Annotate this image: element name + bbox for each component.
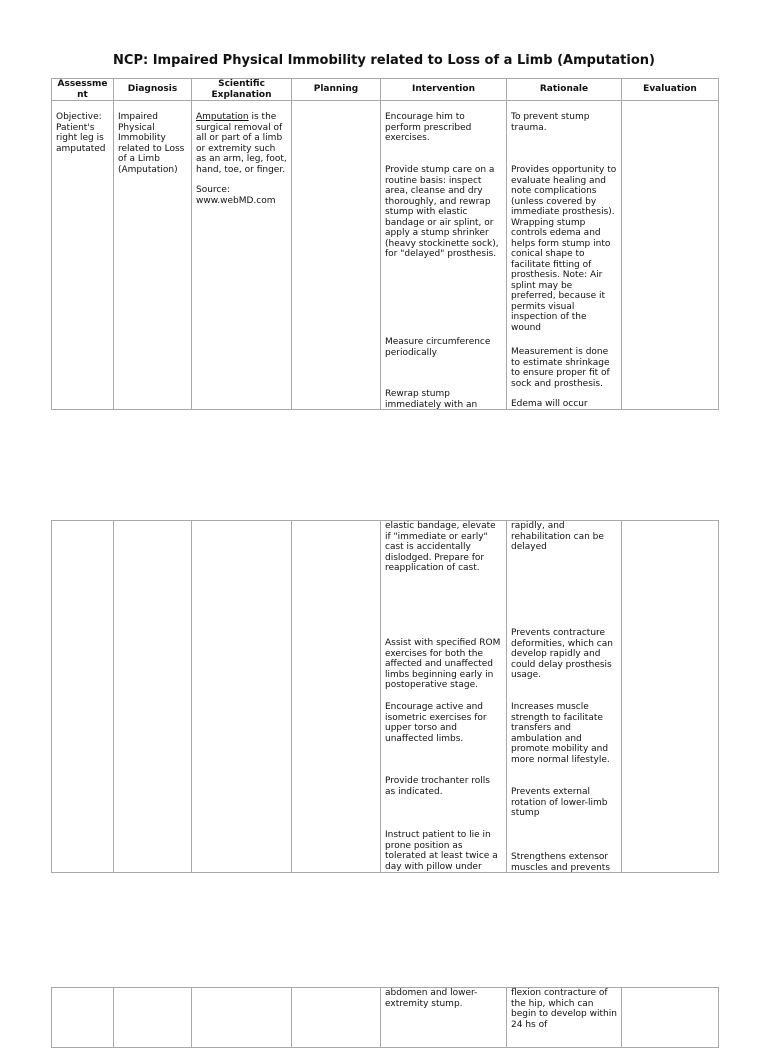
evaluation-cell — [622, 521, 719, 873]
diagnosis-cell — [114, 521, 192, 873]
intervention-item: elastic bandage, elevate if "immediate or early" cast is accidentally dislodged. Prepare for reapplication of cast. — [385, 521, 496, 573]
intervention-item: Rewrap stump immediately with an — [385, 389, 478, 410]
assessment-text: Objective: Patient's right leg is amputated — [56, 112, 106, 154]
intervention-item: Encourage active and isometric exercises for upper torso and unaffected limbs. — [385, 702, 487, 744]
header-evaluation: Evaluation — [622, 79, 719, 101]
planning-cell — [292, 988, 381, 1048]
evaluation-cell — [622, 988, 719, 1048]
rationale-item: Measurement is done to estimate shrinkage to ensure proper fit of sock and prosthesis. — [511, 347, 610, 389]
scientific-explanation-cell — [192, 521, 292, 873]
header-intervention: Intervention — [381, 79, 507, 101]
assessment-cell — [52, 521, 114, 873]
source-label: Source: — [196, 185, 230, 195]
table-row — [52, 101, 719, 410]
scientific-explanation-text — [196, 112, 287, 175]
ncp-table-page-2 — [51, 520, 719, 873]
page-title: NCP: Impaired Physical Immobility related to Loss of a Limb (Amputation) — [113, 53, 655, 68]
header-assessment: Assessme nt — [52, 79, 114, 101]
scientific-explanation-cell — [192, 988, 292, 1048]
intervention-item: Provide trochanter rolls as indicated. — [385, 776, 490, 797]
source-url: www.webMD.com — [196, 195, 276, 206]
assessment-cell — [52, 988, 114, 1048]
rationale-item: Edema will occur — [511, 399, 588, 409]
table-row — [52, 988, 719, 1048]
intervention-item: Measure circumference periodically — [385, 337, 491, 358]
table-row — [52, 521, 719, 873]
rationale-item: rapidly, and rehabilitation can be delayed — [511, 521, 604, 552]
rationale-cell — [507, 988, 622, 1048]
ncp-table-page-3 — [51, 987, 719, 1048]
rationale-item: Provides opportunity to evaluate healing and note complications (unless covered by immediate prosthesis). Wrapping stump controls edema and helps form stump into conical shape to facilitate fitting of prosthesis. Note: Air splint may be preferred, because it permits visual inspection of the wound — [511, 165, 617, 333]
header-diagnosis: Diagnosis — [114, 79, 192, 101]
planning-cell — [292, 521, 381, 873]
intervention-item: Assist with specified ROM exercises for both the affected and unaffected limbs beginning early in postoperative stage. — [385, 638, 501, 690]
header-rationale: Rationale — [507, 79, 622, 101]
rationale-item: Prevents contracture deformities, which can develop rapidly and could delay prosthesis usage. — [511, 628, 613, 680]
intervention-cell — [381, 101, 507, 410]
amputation-definition: is the surgical removal of all or part of a limb or extremity such as an arm, leg, foot, hand, toe, or finger. — [196, 112, 287, 175]
diagnosis-cell — [114, 101, 192, 410]
ncp-table-page-1 — [51, 78, 719, 410]
scientific-explanation-cell — [192, 101, 292, 410]
header-row — [52, 79, 719, 101]
intervention-cell — [381, 988, 507, 1048]
planning-cell — [292, 101, 381, 410]
intervention-item: abdomen and lower-extremity stump. — [385, 988, 478, 1009]
rationale-item: To prevent stump trauma. — [511, 112, 590, 133]
intervention-item: Encourage him to perform prescribed exercises. — [385, 112, 472, 143]
rationale-item: Increases muscle strength to facilitate transfers and ambulation and promote mobility and more normal lifestyle. — [511, 702, 610, 765]
evaluation-cell — [622, 101, 719, 410]
diagnosis-cell — [114, 988, 192, 1048]
assessment-cell — [52, 101, 114, 410]
rationale-item: Prevents external rotation of lower-limb stump — [511, 787, 608, 818]
rationale-cell — [507, 521, 622, 873]
rationale-item: Strengthens extensor muscles and prevents — [511, 852, 611, 873]
rationale-cell — [507, 101, 622, 410]
intervention-item: Instruct patient to lie in prone position as tolerated at least twice a day with pillow under — [385, 830, 498, 872]
amputation-term: Amputation — [196, 112, 249, 122]
intervention-cell — [381, 521, 507, 873]
header-planning: Planning — [292, 79, 381, 101]
diagnosis-text: Impaired Physical Immobility related to Loss of a Limb (Amputation) — [118, 112, 185, 175]
header-scientific-explanation: Scientific Explanation — [192, 79, 292, 101]
intervention-item: Provide stump care on a routine basis: inspect area, cleanse and dry thoroughly, and rewrap stump with elastic bandage or air splint, or apply a stump shrinker (heavy stockinette sock), for "delayed" prosthesis. — [385, 165, 499, 259]
rationale-item: flexion contracture of the hip, which can begin to develop within 24 hs of — [511, 988, 617, 1030]
